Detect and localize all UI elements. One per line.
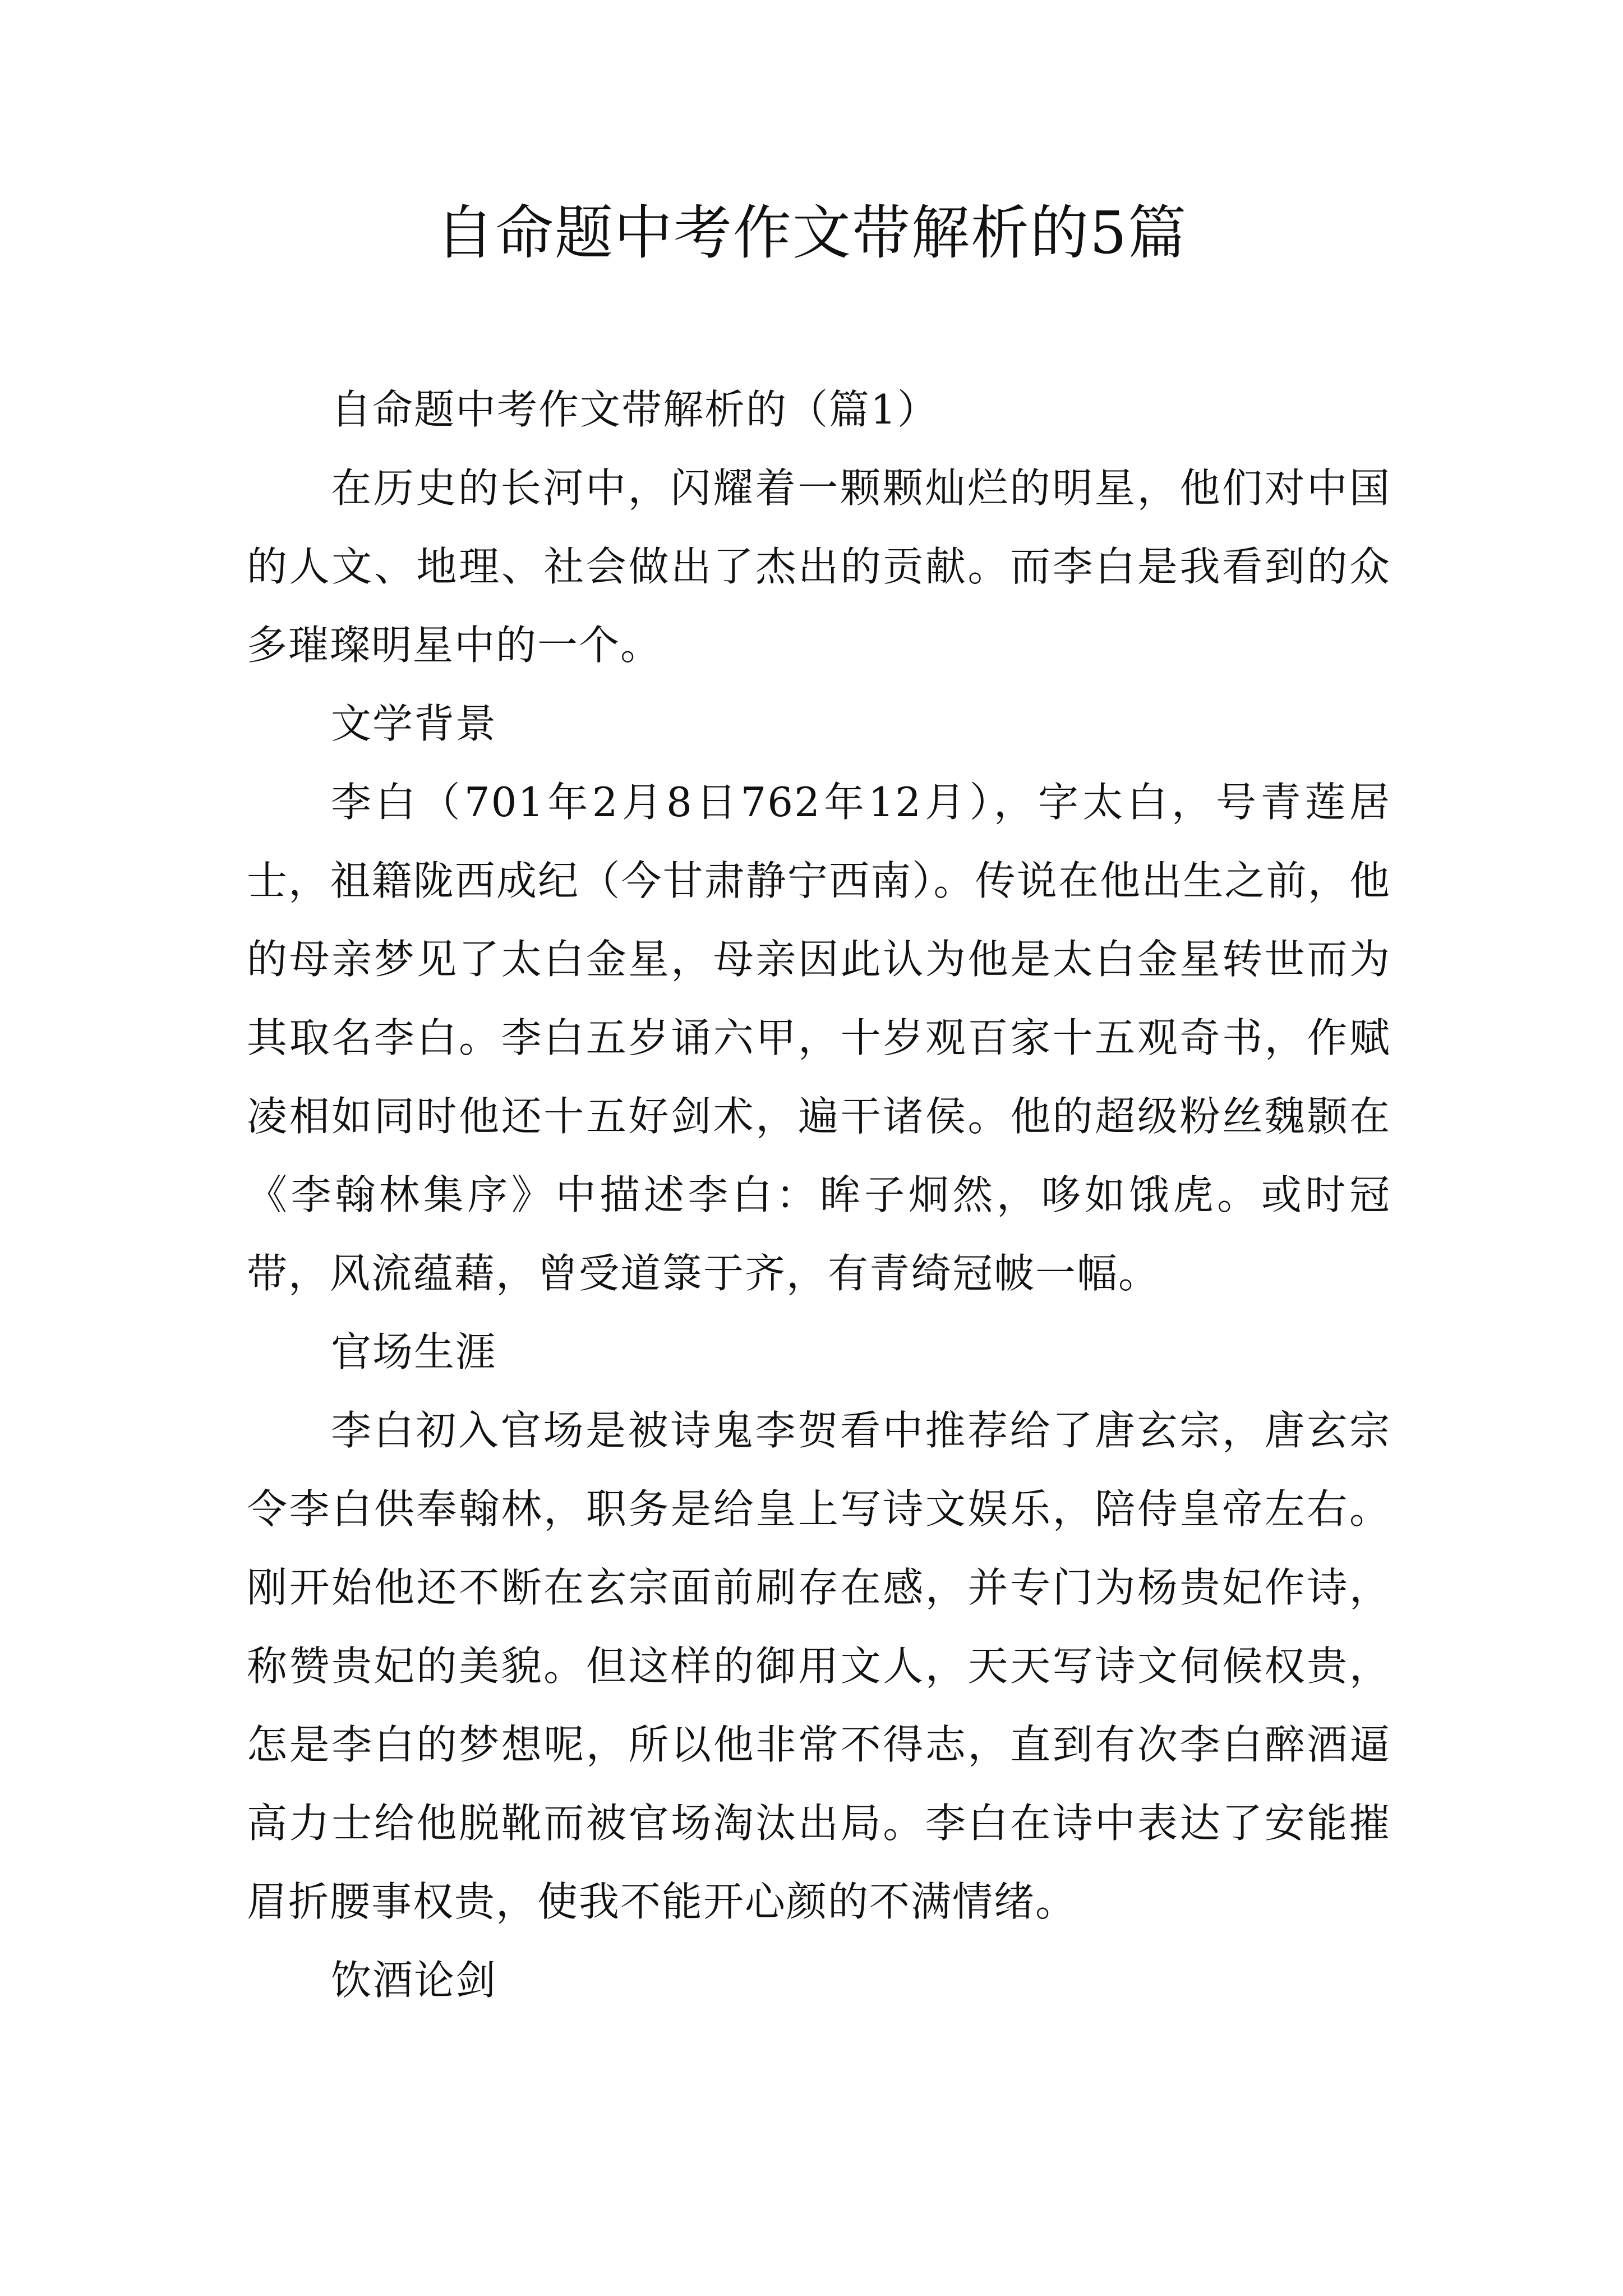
paragraph: 在历史的长河中，闪耀着一颗颗灿烂的明星，他们对中国的人文、地理、社会做出了杰出的贡献。而李白是我看到的众多璀璨明星中的一个。: [247, 464, 1391, 669]
section-heading: 饮酒论剑: [331, 1957, 497, 2004]
section-heading: 自命题中考作文带解析的（篇1）: [331, 386, 939, 433]
document-title: 自命题中考作文带解析的5篇: [435, 199, 1188, 267]
section-heading: 文学背景: [331, 700, 497, 747]
section-heading: 官场生涯: [331, 1328, 497, 1375]
document-body: [247, 370, 1391, 2019]
paragraph: 李白初入官场是被诗鬼李贺看中推荐给了唐玄宗，唐玄宗令李白供奉翰林，职务是给皇上写诗文娱乐，陪侍皇帝左右。刚开始他还不断在玄宗面前刷存在感，并专门为杨贵妃作诗，称赞贵妃的美貌。但这样的御用文人，天天写诗文伺候权贵，怎是李白的梦想呢，所以他非常不得志，直到有次李白醉酒逼高力士给他脱靴而被官场淘汰出局。李白在诗中表达了安能摧眉折腰事权贵，使我不能开心颜的不满情绪。: [247, 1407, 1391, 1925]
paragraph: 李白（701年2月8日762年12月），字太白，号青莲居士，祖籍陇西成纪（今甘肃静宁西南）。传说在他出生之前，他的母亲梦见了太白金星，母亲因此认为他是太白金星转世而为其取名李白。李白五岁诵六甲，十岁观百家十五观奇书，作赋凌相如同时他还十五好剑术，遍干诸侯。他的超级粉丝魏颢在《李翰林集序》中描述李白：眸子炯然，哆如饿虎。或时冠带，风流蕴藉，曾受道箓于齐，有青绮冠帔一幅。: [247, 779, 1391, 1297]
